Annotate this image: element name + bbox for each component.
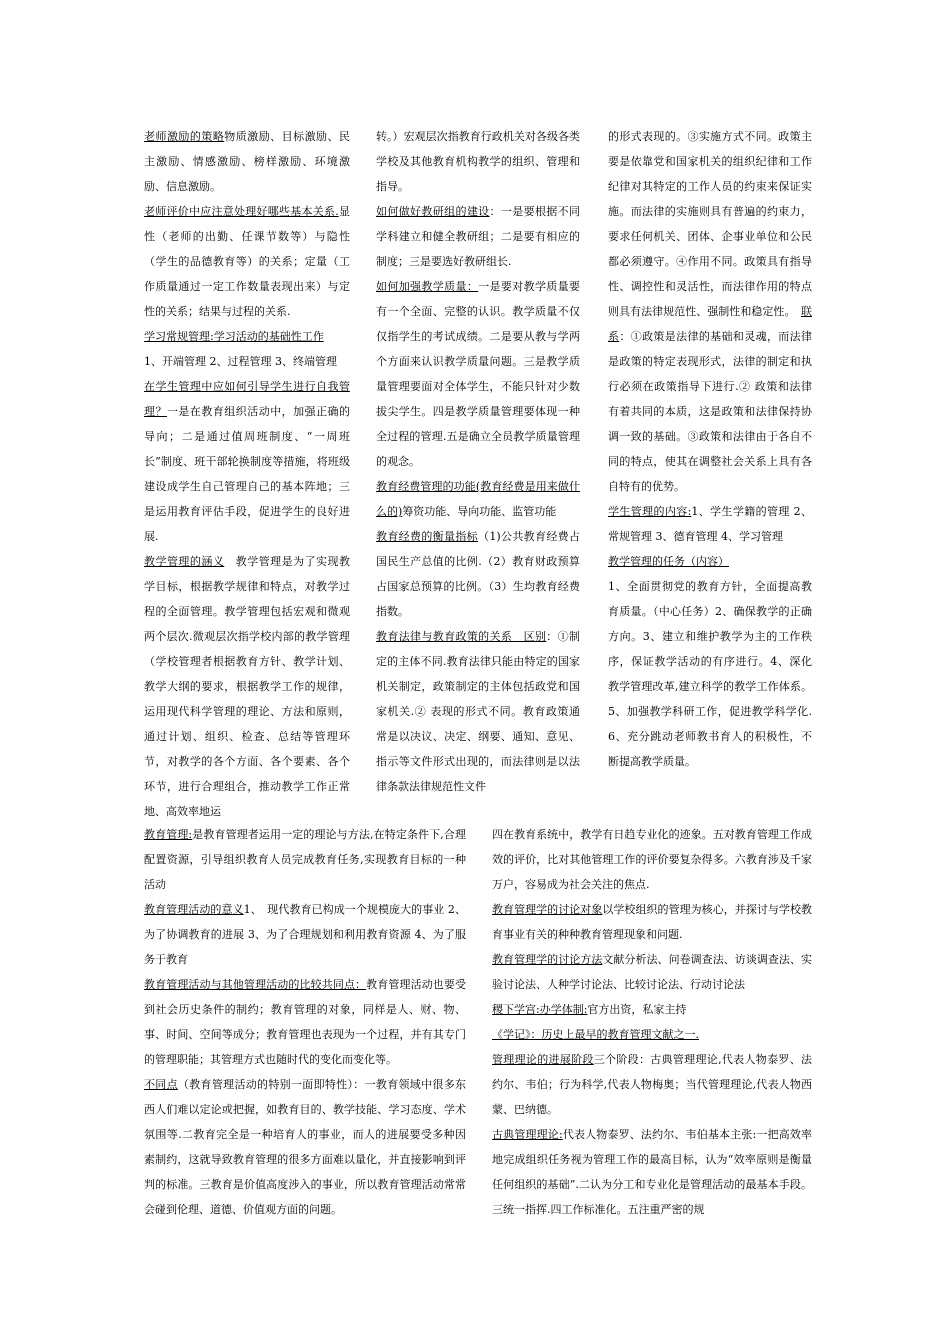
body-text: 一是要对教学质量要有一个全面、完整的认识。教学质量不仅仅指学生的考试成绩。二是要从教与学两个方面来认识教学质量问题。三是教学质量管理要面对全体学生，不能只针对少数拔尖学生。四是教学质量管理要体现一种全过程的管理.五是确立全员教学质量管理的观念。 [376,280,581,468]
section-heading: 古典管理理论: [492,1128,563,1141]
paragraph [144,349,350,374]
body-text: 文献分析法、问卷调查法、访谈调查法、实验讨论法、人种学讨论法、比较讨论法、行动讨论法 [492,953,813,991]
section-heading: 如何做好教研组的建设 [376,205,490,218]
paragraph [376,199,580,274]
body-text: （1)公共教育经费占国民生产总值的比例.（2）教育财政预算占国家总预算的比例。（3）生均教育经费指数。 [376,530,581,618]
section-heading: 老师激励的策略 [144,130,225,143]
paragraph [144,374,350,549]
section-heading: 教育管理活动的意义 [144,903,244,916]
paragraph [492,1047,812,1122]
body-text: 教学管理是为了实现教学目标，根据教学规律和特点，对教学过程的全面管理。教学管理包括宏观和微观两个层次.微观层次指学校内部的教学管理（学校管理者根据教育方针、教学计划、教学大纲的要求，根据教学工作的规律，运用现代科学管理的理论、方法和原则，通过计划、组织、检查、总结等管理环节，对教学的各个方面、各个要素、各个环节，进行合理组合，推动教学工作正常地、高效率地运 [144,555,351,818]
section-heading: 教育管理学的讨论对象 [492,903,603,916]
paragraph [144,1072,466,1222]
paragraph [376,524,580,624]
body-text: 代表人物泰罗、法约尔、韦伯基本主张:一把高效率地完成组织任务视为管理工作的最高目标，认为“效率原则是衡量任何组织的基础”.二认为分工和专业化是管理活动的最基本手段。三统一指挥.四工作标准化。五注重严密的规 [492,1128,812,1216]
section-heading: 稷下学宫:办学体制: [492,1003,588,1016]
text-column-5 [492,822,812,1222]
body-text: 官方出资，私家主持 [587,1003,687,1016]
body-text: 四在教育系统中，教学有日趋专业化的迹象。五对教育管理工作成效的评价，比对其他管理工作的评价要复杂得多。六教育涉及千家万户，容易成为社会关注的焦点. [492,828,812,891]
paragraph [376,474,580,524]
section-heading: 教育管理学的讨论方法 [492,953,603,966]
body-text: 三个阶段：古典管理理论,代表人物泰罗、法约尔、韦伯；行为科学,代表人物梅奥；当代管理理论,代表人物西蒙、巴纳德。 [492,1053,812,1116]
text-column-1 [144,124,350,824]
section-heading: 学习常规管理:学习活动的基础性工作 [144,330,324,343]
paragraph [608,549,812,574]
section-heading: 教育经费的衡量指标 [376,530,479,543]
section-heading: 教育管理活动与其他管理活动的比较共同点： [144,978,367,991]
body-text: 筹资功能、导向功能、监管功能 [402,505,557,518]
section-heading: 教育管理: [144,828,193,841]
section-heading: 如何加强教学质量： [376,280,479,293]
body-text: 教育管理活动也要受到社会历史条件的制约；教育管理的对象，同样是人、财、物、事、时间、空间等成分；教育管理也表现为一个过程，并有其专门的管理职能；其管理方式也随时代的变化而变化等。 [144,978,467,1066]
text-column-3 [608,124,812,774]
paragraph [144,549,350,824]
section-heading: 不同点 [144,1078,178,1091]
section-heading: 联系 [608,305,812,343]
body-text: （教育管理活动的特别一面即特性）：一教育领域中很多东西人们难以定论或把握，如教育目的、教学技能、学习态度、学术氛围等.二教育完全是一种培育人的事业，而人的进展要受多种因素制约，这就导致教育管理的很多方面难以量化，并直接影响到评判的标准。三教育是价值高度涉入的事业，所以教育管理活动常常会碰到伦理、道德、价值观方面的问题。 [144,1078,467,1216]
paragraph [376,274,580,474]
section-heading: 《学记》：历史上最早的教育管理文献之一. [492,1028,699,1041]
paragraph [376,624,580,799]
section-heading: 管理理论的进展阶段 [492,1053,594,1066]
paragraph [144,972,466,1072]
body-text: 1、开端管理 2、过程管理 3、终端管理 [144,355,337,368]
text-column-2 [376,124,580,799]
body-text: 一是在教育组织活动中，加强正确的导向；二是通过值周班制度、“一周班长”制度、班干部轮换制度等措施，将班级建设成学生自己管理自己的基本阵地；三是运用教育评估手段，促进学生的良好进展. [144,405,351,543]
paragraph [492,947,812,997]
body-text: ：①制定的主体不同.教育法律只能由特定的国家机关制定，政策制定的主体包括政党和国家机关.② 表现的形式不同。教育政策通常是以决议、决定、纲要、通知、意见、指示等文件形式出现的，而法律则是以法律条款法律规范性文件 [376,630,581,793]
body-text: 转。）宏观层次指教育行政机关对各级各类学校及其他教育机构教学的组织、管理和指导。 [376,130,580,193]
section-heading: 教学管理的涵义 [144,555,225,568]
paragraph [144,124,350,199]
paragraph [492,1022,812,1047]
paragraph [608,124,812,499]
paragraph [376,124,580,199]
paragraph [144,324,350,349]
paragraph [144,897,466,972]
paragraph [492,997,812,1022]
body-text: 显性（老师的出勤、任课节数等）与隐性（学生的品德教育等）的关系；定量（工作质量通过一定工作数量表现出来）与定性的关系；结果与过程的关系. [144,205,350,318]
body-text: ：一是要根据不同学科建立和健全教研组；二是要有相应的制度；三是要选好教研组长. [376,205,581,268]
section-heading: 老师评价中应注意处理好哪些基本关系. [144,205,339,218]
section-heading: 教育经费管理的功能(教育经费是用来做什么的) [376,480,580,518]
body-text: 是教育管理者运用一定的理论与方法,在特定条件下,合理配置资源，引导组织教育人员完成教育任务,实现教育目标的一种活动 [144,828,466,891]
section-heading: 学生管理的内容: [608,505,692,518]
section-heading: 教学管理的任务（内容） [608,555,729,568]
body-text: 1、全面贯彻党的教育方针，全面提高教育质量。（中心任务）2、确保教学的正确方向。3、建立和维护教学为主的工作秩序，保证教学活动的有序进行。4、深化教学管理改革,建立科学的教学工作体系。5、加强教学科研工作，促进教学科学化.6、充分跳动老师教书育人的积极性，不断提高教学质量。 [608,580,812,768]
paragraph [492,1122,812,1222]
section-heading: 在学生管理中应如何引导学生进行自我管理？ [144,380,350,418]
body-text: 以学校组织的管理为核心，并探讨与学校教育事业有关的种种教育管理现象和问题. [492,903,813,941]
paragraph [608,499,812,549]
paragraph [492,822,812,897]
paragraph [144,822,466,897]
section-heading: 教育法律与教育政策的关系 区别 [376,630,547,643]
body-text: ：①政策是法律的基础和灵魂，而法律是政策的特定表现形式，法律的制定和执行必须在政策指导下进行.② 政策和法律有着共同的本质，这是政策和法律保持协调一致的基础。③政策和法律由于各自不同的特点，使其在调整社会关系上具有各自特有的优势。 [608,330,813,493]
paragraph [492,897,812,947]
paragraph [608,574,812,774]
body-text: 物质激励、目标激励、民主激励、情感激励、榜样激励、环境激励、信息激励。 [144,130,351,193]
paragraph [144,199,350,324]
body-text: 1、 现代教育已构成一个规模庞大的事业 2、为了协调教育的进展 3、为了合理规划和利用教育资源 4、为了服务于教育 [144,903,467,966]
body-text: 1、学生学籍的管理 2、常规管理 3、德育管理 4、学习管理 [608,505,812,543]
text-column-4 [144,822,466,1222]
body-text: 的形式表现的。③实施方式不同。政策主要是依靠党和国家机关的组织纪律和工作纪律对其特定的工作人员的约束来保证实施。而法律的实施则具有普遍的约束力，要求任何机关、团体、企事业单位和公民都必须遵守。④作用不同。政策具有指导性、调控性和灵活性，而法律作用的特点则具有法律规范性、强制性和稳定性。 [608,130,812,318]
